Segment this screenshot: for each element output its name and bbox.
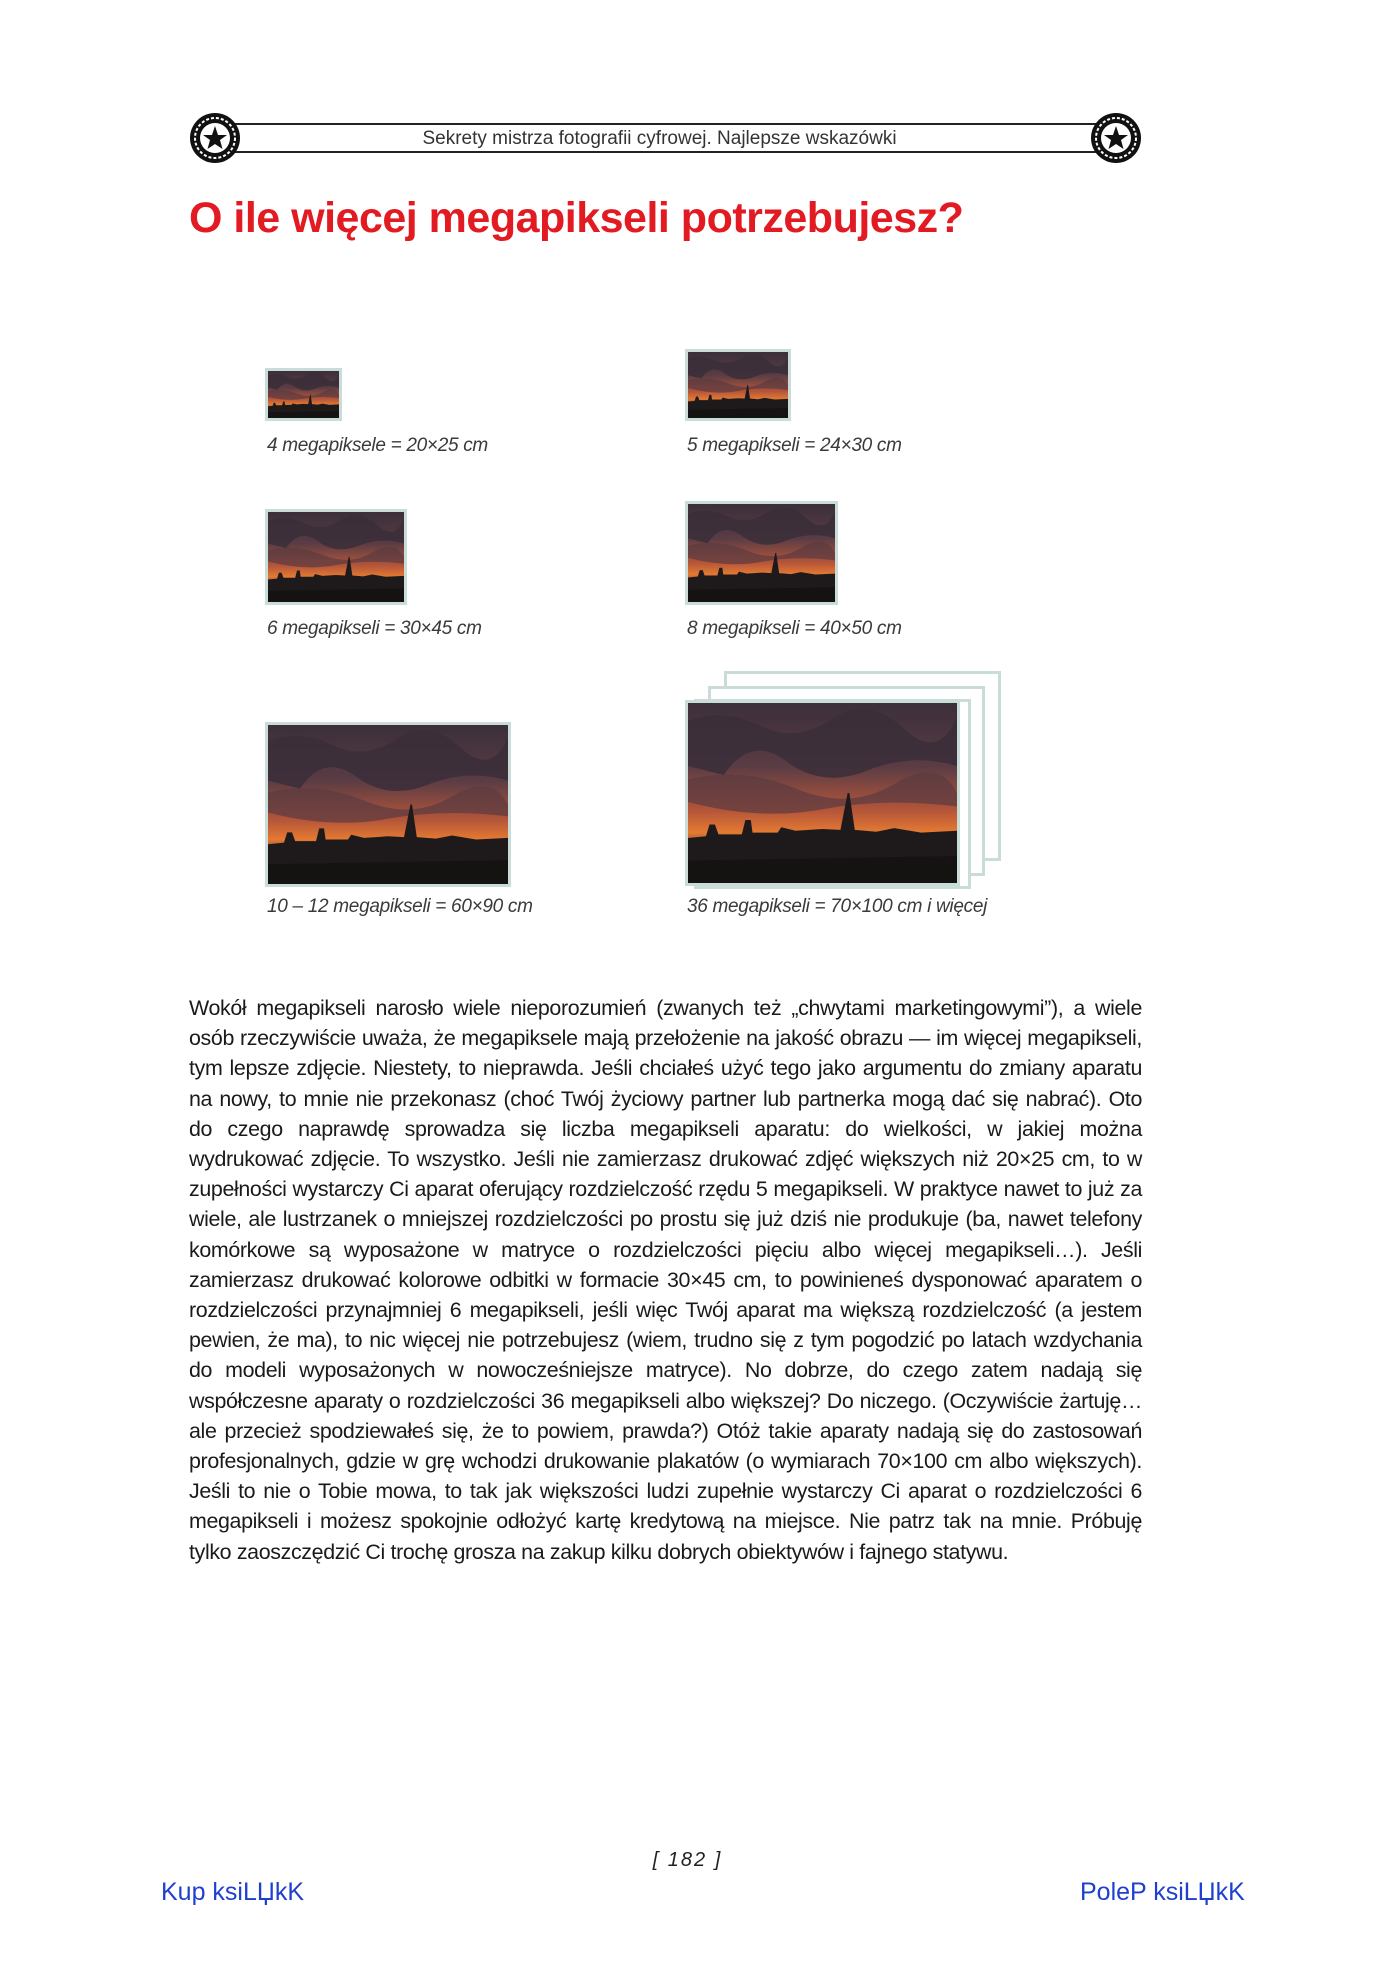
star-badge-icon <box>1089 111 1143 165</box>
page-title: O ile więcej megapikseli potrzebujesz? <box>189 194 964 242</box>
figure-caption: 6 megapikseli = 30×45 cm <box>267 618 482 639</box>
buy-book-link[interactable]: Kup ksiLЏkK <box>161 1878 305 1906</box>
figure-photo <box>685 700 960 886</box>
sunset-photo <box>268 371 339 418</box>
figure-caption: 4 megapiksele = 20×25 cm <box>267 435 488 456</box>
body-paragraph: Wokół megapikseli narosło wiele nieporozumień (zwanych też „chwytami marketingowymi”), a wiele osób rzeczywiście uważa, że megapiksele mają przełożenie na jakość obrazu — im więcej megapikseli, tym lepsze zdjęcie. Niestety, to nieprawda. Jeśli chciałeś użyć tego jako argumentu do zmiany aparatu na nowy, to mnie nie przekonasz (choć Twój życiowy partner lub partnerka mogą dać się nabrać). Oto do czego naprawdę sprowadza się liczba megapikseli aparatu: do wielkości, w jakiej można wydrukować zdjęcie. To wszystko. Jeśli nie zamierzasz drukować zdjęć większych niż 20×25 cm, to w zupełności wystarczy Ci aparat oferujący rozdzielczość rzędu 5 megapikseli. W praktyce nawet to już za wiele, ale lustrzanek o mniejszej rozdzielczości po prostu się już dziś nie produkuje (ba, nawet telefony komórkowe są wyposażone w matryce o rozdzielczości pięciu albo więcej megapikseli…). Jeśli zamierzasz drukować kolorowe odbitki w formacie 30×45 cm, to powinieneś dysponować aparatem o rozdzielczości przynajmniej 6 megapikseli, jeśli więc Twój aparat ma większą rozdzielczość (a jestem pewien, że ma), to nic więcej nie potrzebujesz (wiem, trudno się z tym pogodzić po latach wzdychania do modeli wyposażonych w nowocześniejsze matryce). No dobrze, do czego zatem nadają się współczesne aparaty o rozdzielczości 36 megapikseli albo większej? Do niczego. (Oczywiście żartuję… ale przecież spodziewałeś się, że to powiem, prawda?) Otóż takie aparaty nadają się do zastosowań profesjonalnych, gdzie w grę wchodzi drukowanie plakatów (o wymiarach 70×100 cm albo większych). Jeśli to nie o Tobie mowa, to tak jak większości ludzi zupełnie wystarczy Ci aparat o rozdzielczości 6 megapikseli i możesz spokojnie odłożyć kartę kredytową na miejsce. Nie patrz tak na mnie. Próbuję tylko zaoszczędzić Ci trochę grosza na zakup kilku dobrych obiektywów i fajnego statywu. <box>189 996 1142 1564</box>
figure-caption: 36 megapikseli = 70×100 cm i więcej <box>687 896 988 917</box>
sunset-photo <box>688 352 788 418</box>
sunset-photo <box>268 725 508 884</box>
figure-photo <box>265 368 342 421</box>
sunset-photo <box>688 703 957 883</box>
running-header <box>216 123 1103 153</box>
figure-photo <box>265 722 511 887</box>
figure-photo <box>685 501 838 605</box>
figure-caption: 5 megapikseli = 24×30 cm <box>687 435 902 456</box>
figure-photo <box>685 349 791 421</box>
figure-caption: 10 – 12 megapikseli = 60×90 cm <box>267 896 533 917</box>
figure-photo <box>265 509 407 605</box>
recommend-book-link[interactable]: PoleP ksiLЏkK <box>1080 1878 1245 1906</box>
star-badge-icon <box>188 111 242 165</box>
running-header-title: Sekrety mistrza fotografii cyfrowej. Najlepsze wskazówki <box>422 128 897 149</box>
figure-caption: 8 megapikseli = 40×50 cm <box>687 618 902 639</box>
sunset-photo <box>268 512 404 602</box>
page-number: [ 182 ] <box>652 1849 723 1871</box>
sunset-photo <box>688 504 835 602</box>
